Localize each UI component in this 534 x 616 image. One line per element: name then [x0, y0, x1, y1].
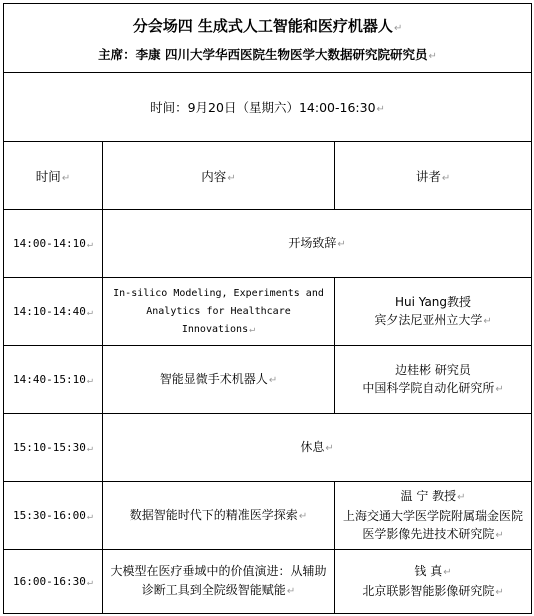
paragraph-mark-icon: ↵	[495, 529, 504, 541]
content-text: 开场致辞	[288, 235, 337, 250]
paragraph-mark-icon: ↵	[443, 566, 452, 578]
paragraph-mark-icon: ↵	[86, 511, 93, 522]
column-header-label: 讲者	[415, 168, 441, 184]
paragraph-mark-icon: ↵	[441, 172, 451, 184]
paragraph-mark-icon: ↵	[376, 104, 385, 115]
paragraph-mark-icon: ↵	[495, 383, 504, 395]
row-time	[4, 346, 103, 414]
row-time	[4, 278, 103, 346]
row-speaker	[335, 550, 532, 614]
speaker-affiliation: 上海交通大学医学院附属瑞金医院	[343, 508, 524, 523]
speaker-affiliation-wrap	[339, 311, 527, 331]
time-text: 14:10-14:40	[13, 305, 86, 318]
column-header-time	[4, 142, 103, 210]
table-row	[4, 482, 532, 550]
speaker-name: 边桂彬 研究员	[395, 362, 471, 377]
row-time	[4, 550, 103, 614]
speaker-affiliation: 宾夕法尼亚州立大学	[374, 312, 483, 327]
speaker-affiliation: 中国科学院自动化研究所	[362, 380, 495, 395]
speaker-name: 温 宁 教授	[400, 488, 457, 503]
content-line: 大模型在医疗垂域中的价值演进：从辅助	[110, 564, 327, 578]
schedule-table	[3, 3, 532, 614]
title-row	[4, 4, 532, 73]
row-speaker	[335, 482, 532, 550]
content-line: Analytics for Healthcare Innovations	[146, 305, 291, 335]
paragraph-mark-icon: ↵	[286, 586, 296, 597]
time-text: 14:40-15:10	[13, 373, 86, 386]
time-text: 15:30-16:00	[13, 509, 86, 522]
paragraph-mark-icon: ↵	[86, 577, 93, 588]
content-line: In-silico Modeling, Experiments and	[113, 287, 324, 299]
row-content	[103, 278, 335, 346]
session-time-cell	[4, 73, 532, 142]
speaker-name-wrap	[339, 487, 527, 507]
column-header-label: 时间	[35, 168, 61, 184]
column-header-speaker	[335, 142, 532, 210]
paragraph-mark-icon: ↵	[393, 22, 403, 34]
table-row	[4, 210, 532, 278]
paragraph-mark-icon: ↵	[298, 510, 308, 522]
speaker-affiliation-wrap	[339, 582, 527, 602]
table-row	[4, 550, 532, 614]
paragraph-mark-icon: ↵	[325, 442, 334, 454]
paragraph-mark-icon: ↵	[227, 172, 236, 184]
speaker-affiliation: 医学影像先进技术研究院	[362, 526, 495, 541]
paragraph-mark-icon: ↵	[86, 443, 93, 454]
speaker-affiliation: 北京联影智能影像研究院	[362, 583, 495, 598]
header-row	[4, 142, 532, 210]
title-cell	[4, 4, 532, 73]
paragraph-mark-icon: ↵	[268, 374, 278, 386]
page-title: 分会场四 生成式人工智能和医疗机器人	[132, 16, 393, 35]
chair-line	[8, 44, 527, 68]
speaker-affiliation-wrap	[339, 379, 527, 399]
table-row	[4, 346, 532, 414]
paragraph-mark-icon: ↵	[337, 238, 346, 250]
row-content	[103, 414, 532, 482]
paragraph-mark-icon: ↵	[495, 586, 504, 598]
content-line-wrap	[107, 303, 330, 339]
content-line: 诊断工具到全院级智能赋能	[141, 583, 286, 597]
time-text: 15:10-15:30	[13, 441, 86, 454]
speaker-affiliation-wrap	[339, 525, 527, 545]
content-text: 数据智能时代下的精准医学探索	[129, 507, 298, 522]
speaker-name-wrap	[339, 562, 527, 582]
row-time	[4, 482, 103, 550]
row-content	[103, 210, 532, 278]
row-content	[103, 482, 335, 550]
paragraph-mark-icon: ↵	[428, 50, 437, 62]
row-time	[4, 414, 103, 482]
table-row	[4, 414, 532, 482]
paragraph-mark-icon: ↵	[249, 323, 256, 335]
speaker-name: Hui Yang教授	[394, 294, 472, 309]
speaker-name: 钱 真	[414, 563, 443, 578]
session-time: 时间：9月20日（星期六）14:00-16:30	[150, 100, 376, 115]
paragraph-mark-icon: ↵	[483, 315, 492, 327]
row-speaker	[335, 346, 532, 414]
paragraph-mark-icon: ↵	[86, 307, 93, 318]
paragraph-mark-icon: ↵	[86, 375, 93, 386]
column-header-label: 内容	[201, 168, 227, 184]
content-text: 智能显微手术机器人	[159, 371, 268, 386]
row-content	[103, 550, 335, 614]
time-text: 16:00-16:30	[13, 575, 86, 588]
paragraph-mark-icon: ↵	[457, 491, 466, 503]
content-line-wrap	[107, 581, 330, 601]
table-row	[4, 278, 532, 346]
row-time	[4, 210, 103, 278]
row-content	[103, 346, 335, 414]
time-text: 14:00-14:10	[13, 237, 86, 250]
paragraph-mark-icon: ↵	[61, 172, 71, 184]
row-speaker	[335, 278, 532, 346]
column-header-content	[103, 142, 335, 210]
session-time-row	[4, 73, 532, 142]
chair-text: 主席：李康 四川大学华西医院生物医学大数据研究院研究员	[98, 46, 428, 62]
paragraph-mark-icon: ↵	[86, 239, 93, 250]
content-text: 休息	[300, 439, 325, 454]
